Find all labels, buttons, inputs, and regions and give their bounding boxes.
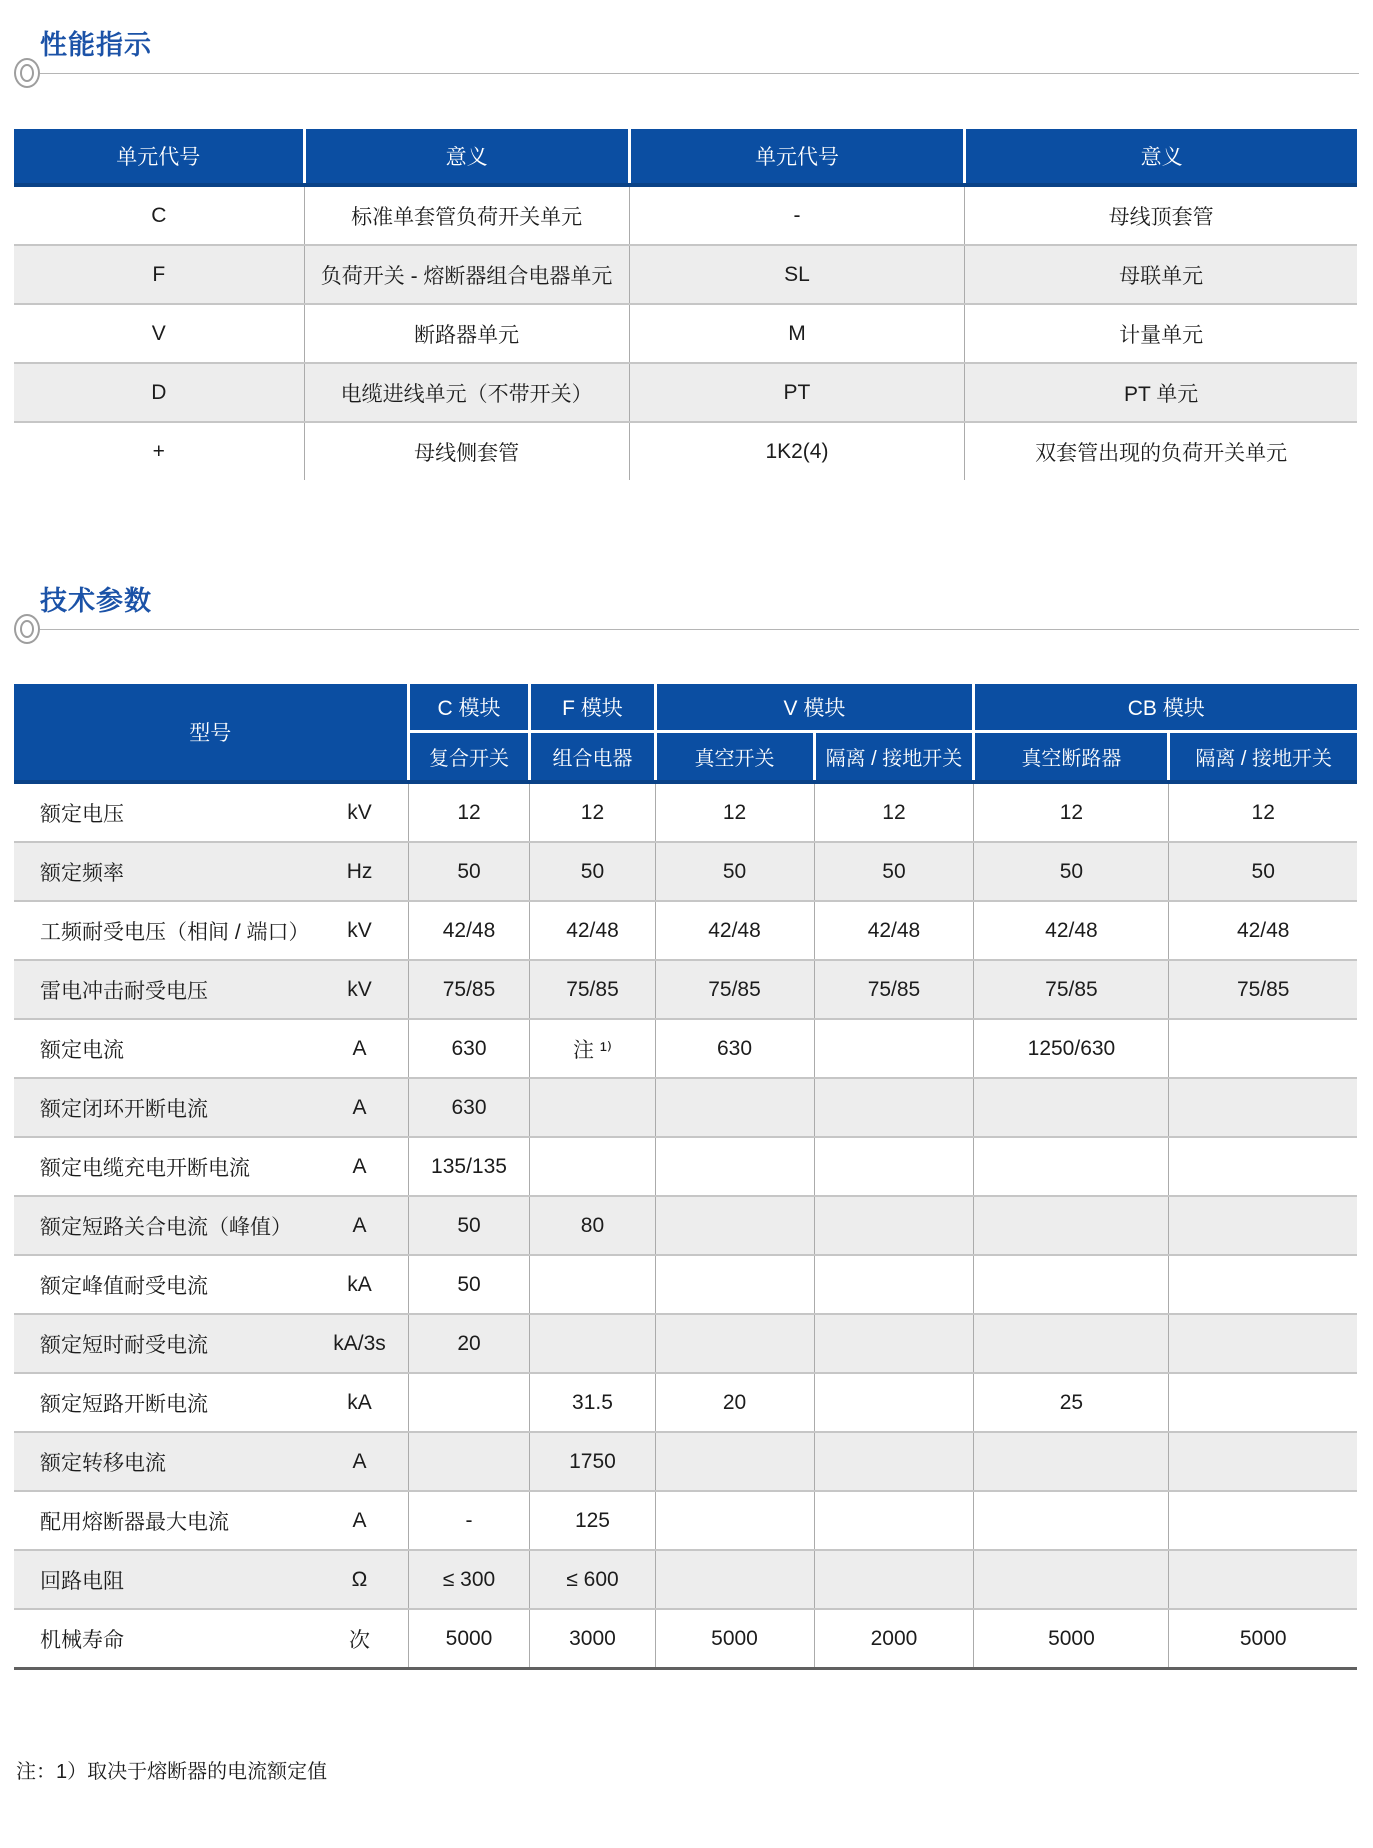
value-cell: 42/48 (814, 901, 974, 960)
value-cell (974, 1314, 1169, 1373)
header-cell-model: 型号 (14, 684, 408, 782)
param-cell (14, 1078, 408, 1137)
param-unit: kV (347, 800, 372, 824)
param-cell (14, 1314, 408, 1373)
value-cell: 630 (408, 1019, 530, 1078)
value-cell (974, 1196, 1169, 1255)
value-cell (1169, 1550, 1357, 1609)
value-cell: 1750 (530, 1432, 655, 1491)
table-row (14, 422, 1357, 480)
group-header-row (14, 684, 1357, 732)
table-row (14, 1019, 1357, 1078)
param-name: 额定闭环开断电流 (40, 1097, 208, 1121)
value-cell: 42/48 (530, 901, 655, 960)
value-cell: 42/48 (974, 901, 1169, 960)
value-cell: 50 (408, 1196, 530, 1255)
table-cell: F (14, 245, 304, 304)
table-row (14, 901, 1357, 960)
tech-params-table (14, 684, 1357, 1670)
table-row (14, 1491, 1357, 1550)
param-name: 回路电阻 (40, 1569, 124, 1593)
param-name: 额定电缆充电开断电流 (40, 1156, 250, 1180)
value-cell: 5000 (408, 1609, 530, 1669)
param-name: 配用熔断器最大电流 (40, 1510, 229, 1534)
value-cell (655, 1137, 814, 1196)
table-cell: V (14, 304, 304, 363)
unit-code-table (14, 129, 1357, 480)
param-name: 工频耐受电压（相间 / 端口） (40, 920, 310, 944)
table-row (14, 1373, 1357, 1432)
param-unit: 次 (349, 1628, 371, 1652)
table-cell: 1K2(4) (629, 422, 965, 480)
table-row (14, 1255, 1357, 1314)
double-circle-inner-icon (20, 64, 34, 82)
group-header-f-module: F 模块 (530, 684, 655, 732)
value-cell (814, 1491, 974, 1550)
value-cell: 2000 (814, 1609, 974, 1669)
table-cell: D (14, 363, 304, 422)
param-unit: Hz (346, 859, 373, 883)
value-cell (814, 1255, 974, 1314)
table-row (14, 782, 1357, 842)
value-cell (1169, 1196, 1357, 1255)
value-cell (655, 1078, 814, 1137)
value-cell: 12 (814, 782, 974, 842)
param-cell (14, 1255, 408, 1314)
table-row (14, 185, 1357, 245)
value-cell (408, 1432, 530, 1491)
value-cell: 75/85 (1169, 960, 1357, 1019)
value-cell (814, 1078, 974, 1137)
value-cell (530, 1137, 655, 1196)
table-cell: 断路器单元 (304, 304, 629, 363)
value-cell: 5000 (655, 1609, 814, 1669)
param-cell (14, 842, 408, 901)
value-cell (814, 1550, 974, 1609)
value-cell (814, 1196, 974, 1255)
table-cell: - (629, 185, 965, 245)
param-name: 额定频率 (40, 861, 124, 885)
header-cell-unit-code-2: 单元代号 (629, 129, 965, 185)
sub-header-isolating-earthing-switch-v: 隔离 / 接地开关 (814, 732, 974, 783)
value-cell: 50 (408, 1255, 530, 1314)
value-cell: 75/85 (655, 960, 814, 1019)
value-cell: 31.5 (530, 1373, 655, 1432)
value-cell (408, 1373, 530, 1432)
param-wrap (14, 1197, 408, 1254)
value-cell (814, 1019, 974, 1078)
value-cell (974, 1078, 1169, 1137)
table-cell: SL (629, 245, 965, 304)
unit-code-table-head (14, 129, 1357, 185)
value-cell: 75/85 (974, 960, 1169, 1019)
value-cell: 50 (408, 842, 530, 901)
value-cell: - (408, 1491, 530, 1550)
section-rule (14, 56, 1359, 90)
value-cell (655, 1550, 814, 1609)
value-cell (814, 1137, 974, 1196)
value-cell: 12 (1169, 782, 1357, 842)
param-unit: kV (347, 918, 372, 942)
table-row (14, 1550, 1357, 1609)
param-unit: Ω (351, 1567, 368, 1591)
param-cell (14, 782, 408, 842)
value-cell: 50 (655, 842, 814, 901)
table-cell: 双套管出现的负荷开关单元 (965, 422, 1357, 480)
param-wrap (14, 1492, 408, 1549)
param-name: 额定转移电流 (40, 1451, 166, 1475)
table-cell: 标准单套管负荷开关单元 (304, 185, 629, 245)
param-name: 机械寿命 (40, 1628, 124, 1652)
value-cell (655, 1255, 814, 1314)
value-cell: 25 (974, 1373, 1169, 1432)
section-title: 技术参数 (40, 586, 152, 616)
sub-header-composite-switch: 复合开关 (408, 732, 530, 783)
value-cell: 1250/630 (974, 1019, 1169, 1078)
param-unit: A (352, 1154, 367, 1178)
value-cell (655, 1196, 814, 1255)
param-cell (14, 1373, 408, 1432)
sub-header-vacuum-switch: 真空开关 (655, 732, 814, 783)
value-cell (530, 1314, 655, 1373)
param-wrap (14, 1610, 408, 1667)
param-wrap (14, 961, 408, 1018)
group-header-c-module: C 模块 (408, 684, 530, 732)
table-cell: PT 单元 (965, 363, 1357, 422)
value-cell (530, 1255, 655, 1314)
param-wrap (14, 1020, 408, 1077)
param-name: 额定电流 (40, 1038, 124, 1062)
value-cell: ≤ 600 (530, 1550, 655, 1609)
table-cell: 电缆进线单元（不带开关） (304, 363, 629, 422)
value-cell (974, 1432, 1169, 1491)
table-row (14, 1137, 1357, 1196)
table-row (14, 1314, 1357, 1373)
param-wrap (14, 902, 408, 959)
table-cell: 母线顶套管 (965, 185, 1357, 245)
value-cell (1169, 1491, 1357, 1550)
value-cell: 5000 (974, 1609, 1169, 1669)
double-circle-inner-icon (20, 620, 34, 638)
param-cell (14, 1491, 408, 1550)
value-cell: 42/48 (408, 901, 530, 960)
section-title: 性能指示 (40, 30, 152, 60)
value-cell: 75/85 (408, 960, 530, 1019)
param-wrap (14, 1374, 408, 1431)
value-cell: 20 (408, 1314, 530, 1373)
param-name: 额定电压 (40, 802, 124, 826)
param-unit: A (352, 1508, 367, 1532)
value-cell (814, 1373, 974, 1432)
param-wrap (14, 784, 408, 841)
param-name: 额定峰值耐受电流 (40, 1274, 208, 1298)
rule-line (40, 629, 1359, 630)
header-cell-unit-code-1: 单元代号 (14, 129, 304, 185)
param-name: 额定短路开断电流 (40, 1392, 208, 1416)
param-unit: kA/3s (333, 1331, 386, 1355)
double-circle-icon (14, 58, 40, 88)
tech-params-table-head (14, 684, 1357, 782)
value-cell: 注 ¹⁾ (530, 1019, 655, 1078)
table-row (14, 1078, 1357, 1137)
param-unit: kV (347, 977, 372, 1001)
value-cell (1169, 1078, 1357, 1137)
value-cell: 80 (530, 1196, 655, 1255)
sub-header-isolating-earthing-switch-cb: 隔离 / 接地开关 (1169, 732, 1357, 783)
param-cell (14, 1432, 408, 1491)
value-cell (814, 1314, 974, 1373)
param-cell (14, 1137, 408, 1196)
param-cell (14, 901, 408, 960)
value-cell: 75/85 (530, 960, 655, 1019)
section-technical-parameters (0, 586, 1373, 646)
value-cell: 42/48 (655, 901, 814, 960)
footnote: 注：1）取决于熔断器的电流额定值 (16, 1761, 328, 1783)
value-cell: 75/85 (814, 960, 974, 1019)
param-wrap (14, 1551, 408, 1608)
table-cell: 负荷开关 - 熔断器组合电器单元 (304, 245, 629, 304)
table-cell: 计量单元 (965, 304, 1357, 363)
value-cell: 12 (974, 782, 1169, 842)
sub-header-vacuum-circuit-breaker: 真空断路器 (974, 732, 1169, 783)
param-wrap (14, 1079, 408, 1136)
sub-header-combination-apparatus: 组合电器 (530, 732, 655, 783)
unit-code-table-body (14, 185, 1357, 480)
table-row (14, 304, 1357, 363)
table-row (14, 1432, 1357, 1491)
param-wrap (14, 1315, 408, 1372)
param-wrap (14, 1256, 408, 1313)
table-cell: 母联单元 (965, 245, 1357, 304)
table-row (14, 842, 1357, 901)
double-circle-icon (14, 614, 40, 644)
param-name: 雷电冲击耐受电压 (40, 979, 208, 1003)
header-cell-meaning-2: 意义 (965, 129, 1357, 185)
group-header-v-module: V 模块 (655, 684, 974, 732)
tech-params-table-body (14, 782, 1357, 1669)
table-row (14, 960, 1357, 1019)
table-cell: PT (629, 363, 965, 422)
value-cell: 5000 (1169, 1609, 1357, 1669)
value-cell (1169, 1019, 1357, 1078)
value-cell (1169, 1432, 1357, 1491)
param-cell (14, 1609, 408, 1669)
value-cell: 630 (655, 1019, 814, 1078)
value-cell: 3000 (530, 1609, 655, 1669)
value-cell (1169, 1314, 1357, 1373)
value-cell (814, 1432, 974, 1491)
param-wrap (14, 1138, 408, 1195)
param-cell (14, 1550, 408, 1609)
param-unit: kA (347, 1272, 372, 1296)
table-row (14, 1609, 1357, 1669)
value-cell (974, 1491, 1169, 1550)
value-cell: 42/48 (1169, 901, 1357, 960)
param-cell (14, 1196, 408, 1255)
value-cell (1169, 1137, 1357, 1196)
table-cell: M (629, 304, 965, 363)
table-row (14, 1196, 1357, 1255)
value-cell: 135/135 (408, 1137, 530, 1196)
value-cell: 20 (655, 1373, 814, 1432)
value-cell (974, 1137, 1169, 1196)
value-cell (655, 1491, 814, 1550)
param-unit: kA (347, 1390, 372, 1414)
param-wrap (14, 843, 408, 900)
value-cell: 50 (974, 842, 1169, 901)
group-header-cb-module: CB 模块 (974, 684, 1357, 732)
value-cell (974, 1255, 1169, 1314)
rule-line (40, 73, 1359, 74)
table-row (14, 245, 1357, 304)
value-cell (1169, 1255, 1357, 1314)
value-cell: 12 (655, 782, 814, 842)
param-name: 额定短路关合电流（峰值） (40, 1215, 292, 1239)
param-unit: A (352, 1095, 367, 1119)
section-performance-indication (0, 0, 1373, 90)
table-cell: C (14, 185, 304, 245)
table-cell: + (14, 422, 304, 480)
value-cell: 12 (408, 782, 530, 842)
header-cell-meaning-1: 意义 (304, 129, 629, 185)
table-cell: 母线侧套管 (304, 422, 629, 480)
table-row (14, 363, 1357, 422)
value-cell: 12 (530, 782, 655, 842)
param-name: 额定短时耐受电流 (40, 1333, 208, 1357)
table-header-row (14, 129, 1357, 185)
param-wrap (14, 1433, 408, 1490)
param-cell (14, 960, 408, 1019)
value-cell (974, 1550, 1169, 1609)
value-cell (1169, 1373, 1357, 1432)
param-unit: A (352, 1036, 367, 1060)
param-cell (14, 1019, 408, 1078)
value-cell: 50 (530, 842, 655, 901)
value-cell (530, 1078, 655, 1137)
value-cell: ≤ 300 (408, 1550, 530, 1609)
value-cell: 50 (1169, 842, 1357, 901)
param-unit: A (352, 1449, 367, 1473)
value-cell: 630 (408, 1078, 530, 1137)
param-unit: A (352, 1213, 367, 1237)
value-cell (655, 1314, 814, 1373)
value-cell: 50 (814, 842, 974, 901)
value-cell (655, 1432, 814, 1491)
section-rule (14, 612, 1359, 646)
value-cell: 125 (530, 1491, 655, 1550)
